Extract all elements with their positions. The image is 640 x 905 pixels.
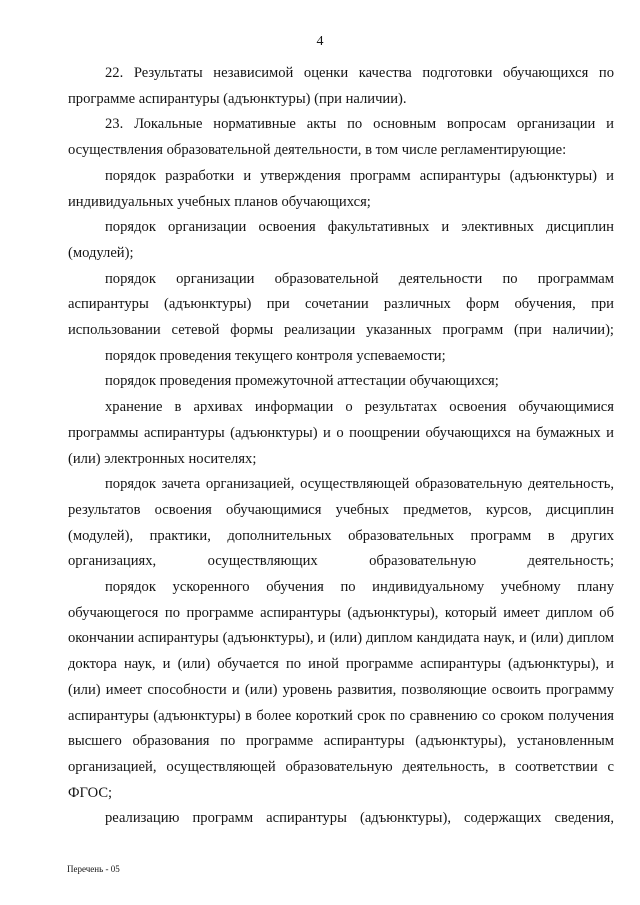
list-item-credit-transfer: порядок зачета организацией, осуществляющей образовательную деятельность, результатов освоения обучающимися учебных предметов, курсов, дисциплин (модулей), практики, дополнительных образовательных программ в других организациях, осуществляющих образовательную деятельность;	[68, 476, 614, 570]
paragraph-item-22: 22. Результаты независимой оценки качества подготовки обучающихся по программе аспирантуры (адъюнктуры) (при наличии).	[68, 65, 614, 107]
list-item-archive-storage: хранение в архивах информации о результатах освоения обучающимися программы аспирантуры (адъюнктуры) и о поощрении обучающихся на бумажных и (или) электронных носителях;	[68, 399, 614, 467]
list-item-educational-activity: порядок организации образовательной деятельности по программам аспирантуры (адъюнктуры) при сочетании различных форм обучения, при использовании сетевой формы реализации указанных программ (при наличии);	[68, 270, 614, 339]
list-item-intermediate-attestation: порядок проведения промежуточной аттестации обучающихся;	[105, 373, 499, 390]
list-item-program-implementation: реализацию программ аспирантуры (адъюнктуры), содержащих сведения,	[105, 810, 614, 827]
list-item-elective-disciplines: порядок организации освоения факультативных и элективных дисциплин (модулей);	[68, 219, 614, 261]
list-item-accelerated-learning: порядок ускоренного обучения по индивидуальному учебному плану обучающегося по программе аспирантуры (адъюнктуры), который имеет диплом об окончании аспирантуры (адъюнктуры), и (или) диплом кандидата наук, и (или) диплом доктора наук, и (или) обучается по иной программе аспирантуры (адъюнктуры), и (или) имеет способности и (или) уровень развития, позволяющие освоить программу аспирантуры (адъюнктуры) в более короткий срок по сравнению со сроком получения высшего образования по программе аспирантуры (адъюнктуры), установленным организацией, осуществляющей образовательную деятельность, в соответствии с ФГОС;	[68, 579, 614, 801]
document-body	[68, 61, 614, 832]
list-item-current-control: порядок проведения текущего контроля успеваемости;	[105, 347, 446, 364]
paragraph-item-23: 23. Локальные нормативные акты по основным вопросам организации и осуществления образовательной деятельности, в том числе регламентирующие:	[68, 116, 614, 159]
footer-label: Перечень - 05	[67, 864, 120, 874]
list-item-programs-development: порядок разработки и утверждения программ аспирантуры (адъюнктуры) и индивидуальных учебных планов обучающихся;	[68, 167, 614, 210]
page-number: 4	[316, 34, 324, 49]
